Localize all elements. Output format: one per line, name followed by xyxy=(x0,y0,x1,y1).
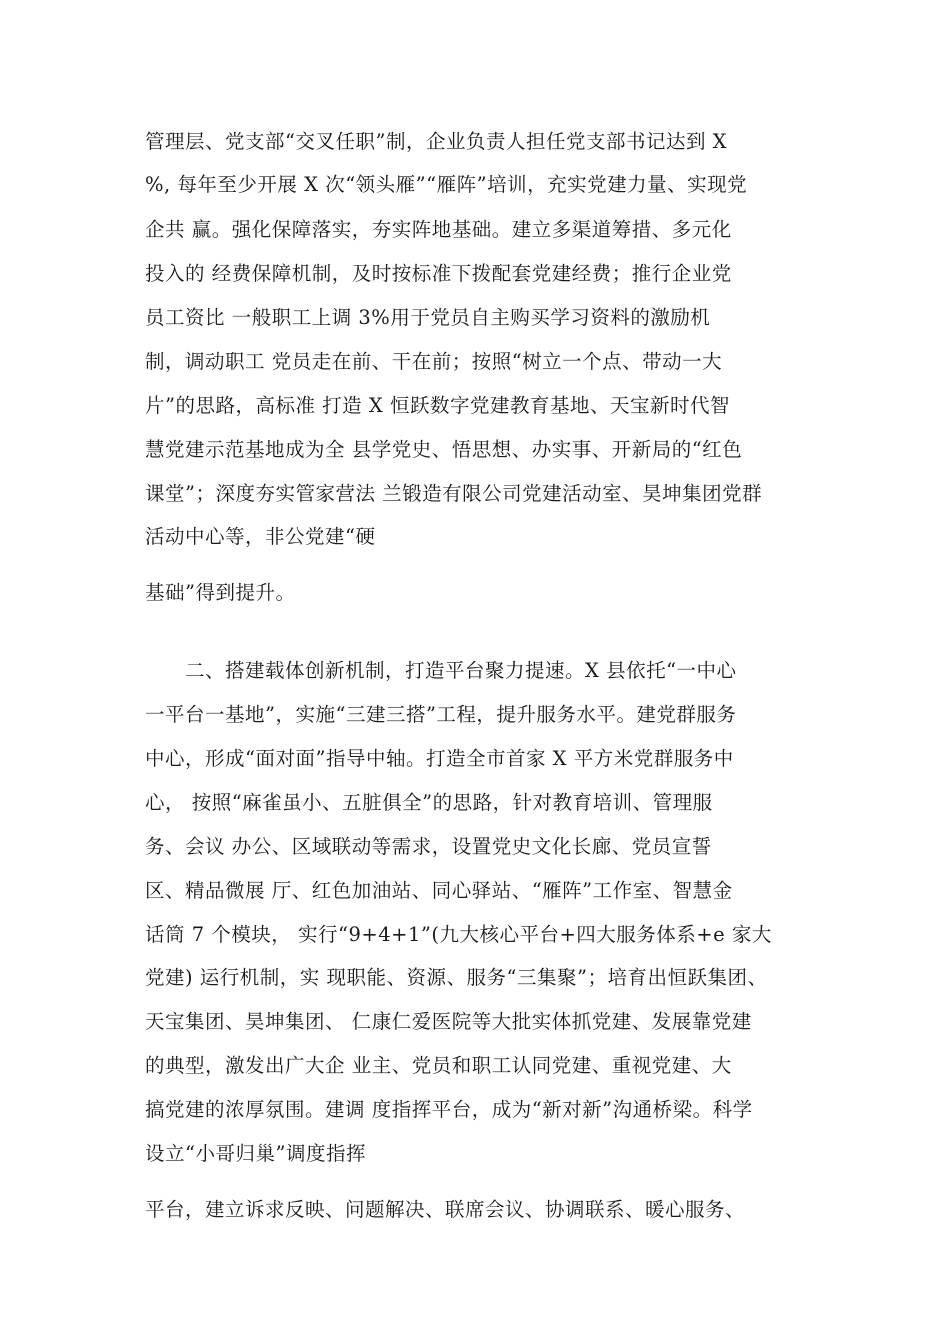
paragraph-line-3: 企共 赢。强化保障落实，夯实阵地基础。建立多渠道筹措、多元化 xyxy=(145,218,732,241)
paragraph-line-16: 务、会议 办公、区域联动等需求，设置党史文化长廊、党员宣誓 xyxy=(145,835,712,858)
paragraph-line-13: 一平台一基地”，实施“三建三搭”工程，提升服务水平。建党群服务 xyxy=(145,703,737,726)
paragraph-line-19: 党建) 运行机制，实 现职能、资源、服务“三集聚”；培育出恒跃集团、 xyxy=(145,966,768,989)
paragraph-line-11: 基础”得到提升。 xyxy=(145,581,296,604)
paragraph-line-14: 中心，形成“面对面”指导中轴。打造全市首家 X 平方米党群服务中 xyxy=(145,747,734,770)
paragraph-line-6: 制，调动职工 党员走在前、干在前；按照“树立一个点、带动一大 xyxy=(145,350,723,373)
paragraph-line-9: 课堂”；深度夯实管家营法 兰锻造有限公司党建活动室、昊坤集团党群 xyxy=(145,482,763,505)
section-heading-line: 二、搭建载体创新机制，打造平台聚力提速。X 县依托“一中心 xyxy=(185,659,737,682)
paragraph-line-17: 区、精品微展 厅、红色加油站、同心驿站、“雁阵”工作室、智慧金 xyxy=(145,879,733,902)
paragraph-line-23: 设立“小哥归巢”调度指挥 xyxy=(145,1142,366,1165)
paragraph-line-20: 天宝集团、昊坤集团、 仁康仁爱医院等大批实体抓党建、发展靠党建 xyxy=(145,1010,752,1033)
paragraph-line-8: 慧党建示范基地成为全 县学党史、悟思想、办实事、开新局的“红色 xyxy=(145,438,743,461)
paragraph-line-1: 管理层、党支部“交叉任职”制，企业负责人担任党支部书记达到 X xyxy=(145,130,728,153)
paragraph-line-7: 片”的思路，高标准 打造 X 恒跃数字党建教育基地、天宝新时代智 xyxy=(145,394,730,417)
paragraph-line-5: 员工资比 一般职工上调 3%用于党员自主购买学习资料的激励机 xyxy=(145,306,711,329)
paragraph-line-18: 话筒 7 个模块， 实行“9+4+1”(九大核心平台+四大服务体系+e 家大 xyxy=(145,923,772,946)
paragraph-line-4: 投入的 经费保障机制，及时按标准下拨配套党建经费；推行企业党 xyxy=(145,262,732,285)
paragraph-line-24: 平台，建立诉求反映、问题解决、联席会议、协调联系、暖心服务、 xyxy=(145,1198,746,1221)
paragraph-line-2: %, 每年至少开展 X 次“领头雁”“雁阵”培训，充实党建力量、实现党 xyxy=(145,173,748,196)
paragraph-line-22: 搞党建的浓厚氛围。建调 度指挥平台，成为“新对新”沟通桥梁。科学 xyxy=(145,1098,753,1121)
paragraph-line-10: 活动中心等，非公党建“硬 xyxy=(145,525,376,548)
paragraph-line-15: 心， 按照“麻雀虽小、五脏俱全”的思路，针对教育培训、管理服 xyxy=(145,791,713,814)
paragraph-line-21: 的典型，激发出广大企 业主、党员和职工认同党建、重视党建、大 xyxy=(145,1054,732,1077)
